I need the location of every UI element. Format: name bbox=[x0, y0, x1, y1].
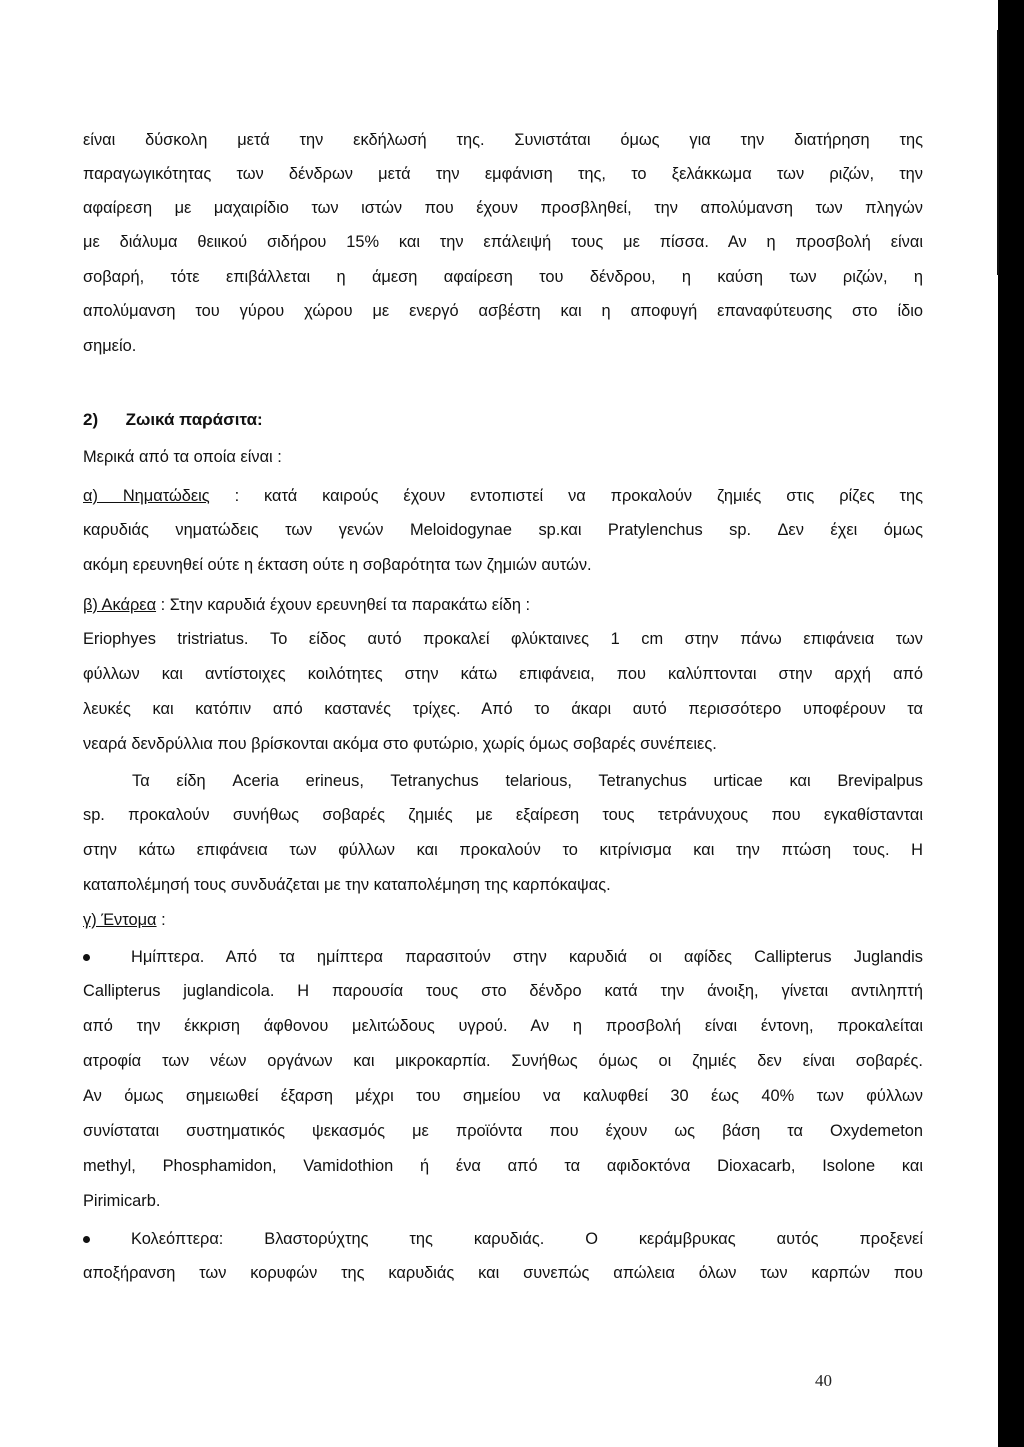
text-line: Callipterus juglandicola. Η παρουσία τους στο δένδρο κατά την άνοιξη, γίνεται αντιληπτή bbox=[83, 982, 923, 1000]
text-line: με διάλυμα θειικού σιδήρου 15% και την επάλειψή τους με πίσσα. Αν η προσβολή είναι bbox=[83, 233, 923, 251]
subsection-b-text: : Στην καρυδιά έχουν ερευνηθεί τα παρακάτω είδη : bbox=[156, 596, 531, 614]
bullet-icon bbox=[83, 954, 90, 961]
subsection-a-line bbox=[83, 486, 923, 506]
text-line: Pirimicarb. bbox=[83, 1192, 161, 1210]
text-line: ατροφία των νέων οργάνων και μικροκαρπία. Συνήθως όμως οι ζημιές δεν είναι σοβαρές. bbox=[83, 1052, 923, 1070]
subsection-a-label: α) Νηματώδεις bbox=[83, 487, 210, 505]
text-line: ακόμη ερευνηθεί ούτε η έκταση ούτε η σοβαρότητα των ζημιών αυτών. bbox=[83, 556, 592, 574]
intro-line: Μερικά από τα οποία είναι : bbox=[83, 448, 282, 466]
text-line: Ημίπτερα. Από τα ημίπτερα παρασιτούν στην καρυδιά οι αφίδες Callipterus Juglandis bbox=[131, 948, 923, 966]
subsection-b-label: β) Ακάρεα bbox=[83, 596, 157, 614]
text-line: φύλλων και αντίστοιχες κοιλότητες στην κάτω επιφάνεια, που καλύπτονται στην αρχή από bbox=[83, 665, 923, 683]
text-line: συνίσταται συστηματικός ψεκασμός με προϊόντα που έχουν ως βάση τα Oxydemeton bbox=[83, 1122, 923, 1140]
subsection-c-label: γ) Έντομα bbox=[83, 911, 157, 929]
text-line: νεαρά δενδρύλλια που βρίσκονται ακόμα στο φυτώριο, χωρίς όμως σοβαρές συνέπειες. bbox=[83, 735, 717, 753]
text-line: sp. προκαλούν συνήθως σοβαρές ζημιές με εξαίρεση τους τετράνυχους που εγκαθίστανται bbox=[83, 806, 923, 824]
page-number: 40 bbox=[815, 1371, 832, 1390]
section-heading bbox=[83, 410, 263, 430]
text-line: Αν όμως σημειωθεί έξαρση μέχρι του σημείου να καλυφθεί 30 έως 40% των φύλλων bbox=[83, 1087, 923, 1105]
text-line: καρυδιάς νηματώδεις των γενών Meloidogynae sp.και Pratylenchus sp. Δεν έχει όμως bbox=[83, 521, 923, 539]
subsection-b-line bbox=[83, 595, 530, 615]
subsection-c-text: : bbox=[156, 911, 166, 929]
page-edge-line bbox=[997, 30, 999, 275]
text-line: καταπολέμησή τους συνδυάζεται με την καταπολέμηση της καρπόκαψας. bbox=[83, 876, 611, 894]
text-line: σοβαρή, τότε επιβάλλεται η άμεση αφαίρεση του δένδρου, η καύση των ριζών, η bbox=[83, 268, 923, 286]
text-line: είναι δύσκολη μετά την εκδήλωσή της. Συνιστάται όμως για την διατήρηση της bbox=[83, 131, 923, 149]
heading-number: 2) bbox=[83, 410, 99, 429]
bullet-icon bbox=[83, 1236, 90, 1243]
text-line: στην κάτω επιφάνεια των φύλλων και προκαλούν το κιτρίνισμα και την πτώση τους. Η bbox=[83, 841, 923, 859]
subsection-c-line bbox=[83, 910, 166, 930]
text-line: Eriophyes tristriatus. Το είδος αυτό προκαλεί φλύκταινες 1 cm στην πάνω επιφάνεια των bbox=[83, 630, 923, 648]
text-line: σημείο. bbox=[83, 337, 137, 355]
text-line: λευκές και κατόπιν από καστανές τρίχες. Από το άκαρι αυτό περισσότερο υποφέρουν τα bbox=[83, 700, 923, 718]
subsection-a-text: : κατά καιρούς έχουν εντοπιστεί να προκαλούν ζημιές στις ρίζες της bbox=[209, 487, 923, 505]
text-line: αφαίρεση με μαχαιρίδιο των ιστών που έχουν προσβληθεί, την απολύμανση των πληγών bbox=[83, 199, 923, 217]
text-line: απολύμανση του γύρου χώρου με ενεργό ασβέστη και η αποφυγή επαναφύτευσης στο ίδιο bbox=[83, 302, 923, 320]
text-line: Κολεόπτερα: Βλαστορύχτης της καρυδιάς. Ο κεράμβρυκας αυτός προξενεί bbox=[131, 1230, 923, 1248]
text-line: αποξήρανση των κορυφών της καρυδιάς και συνεπώς απώλεια όλων των καρπών που bbox=[83, 1264, 923, 1282]
text-line: από την έκκριση άφθονου μελιτώδους υγρού. Αν η προσβολή είναι έντονη, προκαλείται bbox=[83, 1017, 923, 1035]
heading-title: Ζωικά παράσιτα: bbox=[125, 410, 263, 429]
text-line: παραγωγικότητας των δένδρων μετά την εμφάνιση της, το ξελάκκωμα των ριζών, την bbox=[83, 165, 923, 183]
text-line: methyl, Phosphamidon, Vamidothion ή ένα από τα αφιδοκτόνα Dioxacarb, Isolone και bbox=[83, 1157, 923, 1175]
text-line: Τα είδη Aceria erineus, Tetranychus telarious, Tetranychus urticae και Brevipalpus bbox=[132, 772, 923, 790]
